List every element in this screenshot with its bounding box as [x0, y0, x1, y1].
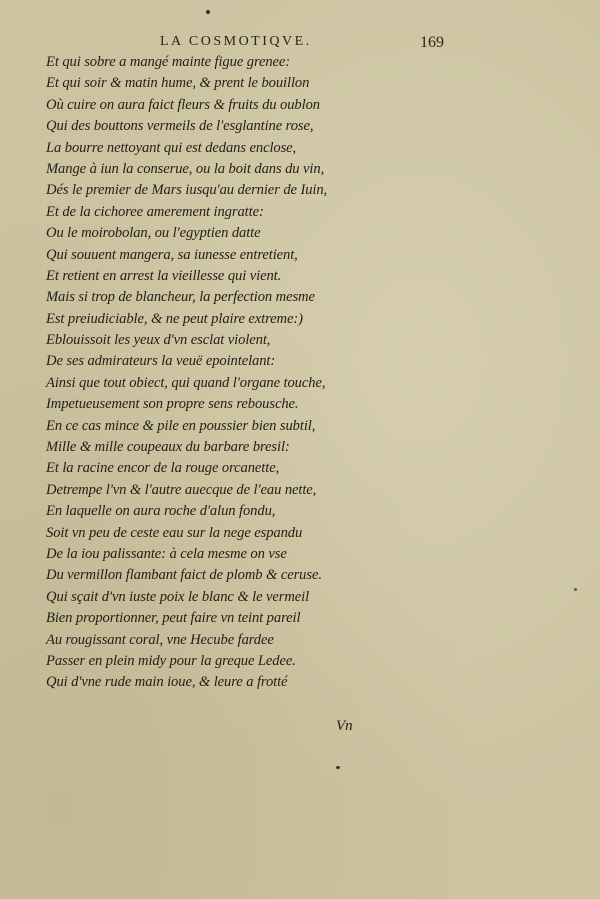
verse-line: Et de la cichoree amerement ingratte:	[46, 203, 264, 220]
verse-line: De ses admirateurs la veuë epointelant:	[46, 353, 276, 370]
running-title: LA COSMOTIQVE.	[160, 34, 312, 49]
verse-line: Soit vn peu de ceste eau sur la nege espandu	[46, 524, 303, 541]
verse-line: Ainsi que tout obiect, qui quand l'organe touche,	[46, 374, 326, 391]
verse-line: En laquelle on aura roche d'alun fondu,	[46, 503, 276, 520]
verse-line: Eblouissoit les yeux d'vn esclat violent,	[46, 332, 271, 349]
verse-line: Et retient en arrest la vieillesse qui vient.	[46, 267, 282, 284]
verse-line: Et qui soir & matin hume, & prent le bouillon	[46, 75, 310, 92]
page-number: 169	[420, 34, 444, 51]
verse-line: Du vermillon flambant faict de plomb & ceruse.	[46, 567, 322, 584]
verse-line: Impetueusement son propre sens rebousche.	[46, 396, 299, 413]
verse-line: Qui des bouttons vermeils de l'esglantine rose,	[46, 118, 314, 135]
verse-line: Qui d'vne rude main ioue, & leure a frotté	[46, 674, 288, 691]
verse-line: Mille & mille coupeaux du barbare bresil:	[46, 439, 290, 456]
ink-speck	[336, 766, 340, 769]
verse-line: En ce cas mince & pile en poussier bien subtil,	[46, 417, 316, 434]
verse-line: Est preiudiciable, & ne peut plaire extreme:)	[46, 310, 303, 327]
poem-text	[46, 52, 386, 694]
ink-speck-top	[206, 10, 210, 14]
catchword: Vn	[336, 718, 353, 734]
verse-line: Mange à iun la conserue, ou la boit dans du vin,	[46, 160, 325, 177]
verse-line: Qui souuent mangera, sa iunesse entretient,	[46, 246, 298, 263]
verse-line: Dés le premier de Mars iusqu'au dernier de Iuin,	[46, 182, 328, 199]
verse-line: Et la racine encor de la rouge orcanette,	[46, 460, 280, 477]
verse-line: Au rougissant coral, vne Hecube fardee	[46, 631, 274, 648]
verse-line: La bourre nettoyant qui est dedans enclose,	[46, 139, 297, 156]
verse-line: De la iou palissante: à cela mesme on vse	[46, 545, 287, 562]
verse-line: Qui sçait d'vn iuste poix le blanc & le vermeil	[46, 588, 310, 605]
verse-line: Detrempe l'vn & l'autre auecque de l'eau nette,	[46, 481, 317, 498]
verse-line: Où cuire on aura faict fleurs & fruits du oublon	[46, 96, 320, 113]
verse-line: Et qui sobre a mangé mainte figue grenee:	[46, 54, 291, 70]
verse-line: Ou le moirobolan, ou l'egyptien datte	[46, 225, 261, 242]
ink-speck	[574, 588, 577, 591]
verse-line: Passer en plein midy pour la greque Ledee.	[46, 652, 296, 669]
verse-line: Mais si trop de blancheur, la perfection mesme	[46, 289, 315, 306]
verse-line: Bien proportionner, peut faire vn teint pareil	[46, 610, 301, 627]
